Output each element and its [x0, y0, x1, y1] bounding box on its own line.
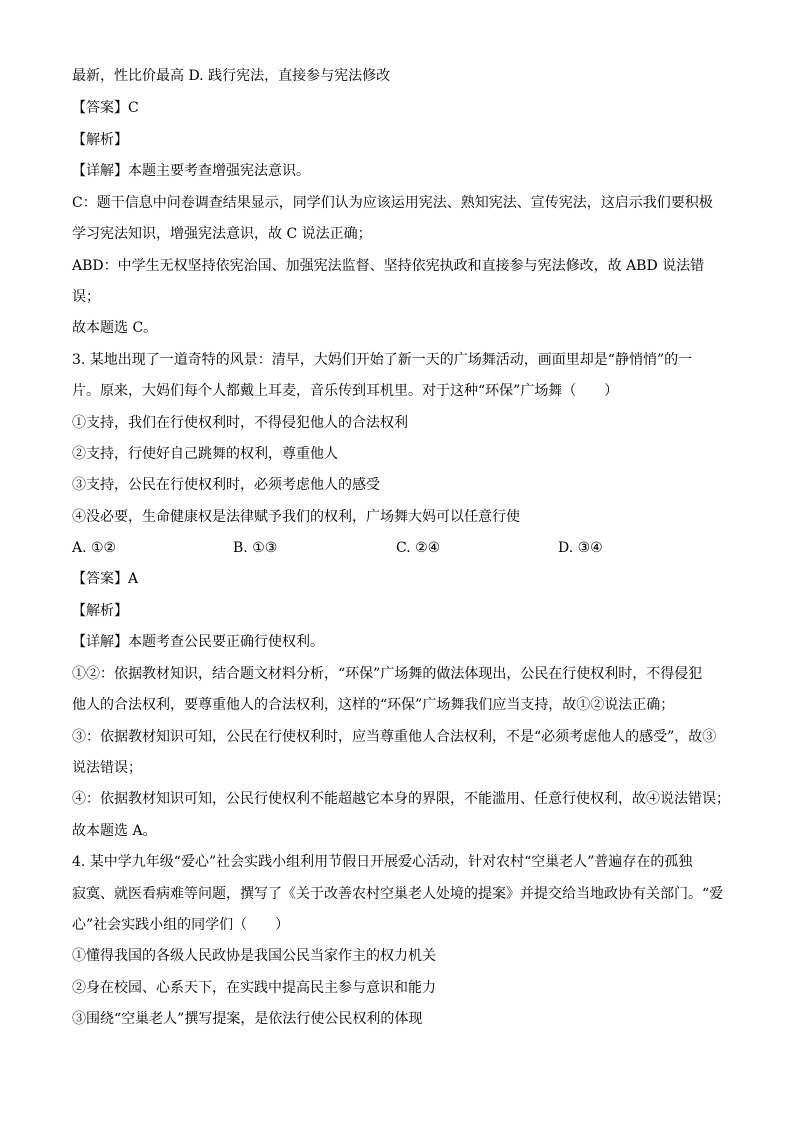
detail-line: 【详解】本题主要考查增强宪法意识。 [72, 163, 310, 179]
text-line: C：题干信息中问卷调查结果显示，同学们认为应该运用宪法、熟知宪法、宣传宪法，这启示我们要积极 [72, 195, 713, 211]
analysis-heading: 【解析】 [72, 603, 128, 619]
statement-2: ②支持，行使好自己跳舞的权利，尊重他人 [72, 446, 338, 462]
option-d: D. ③④ [558, 540, 603, 556]
statement-1: ①支持，我们在行使权利时，不得侵犯他人的合法权利 [72, 415, 408, 431]
conclusion-line: 故本题选 C。 [72, 320, 158, 336]
statement-2: ②身在校园、心系天下，在实践中提高民主参与意识和能力 [72, 980, 436, 996]
text-line: 学习宪法知识，增强宪法意识，故 C 说法正确； [72, 226, 372, 242]
question-3-stem: 3. 某地出现了一道奇特的风景：清早，大妈们开始了新一天的广场舞活动，画面里却是“静悄悄”的一 [72, 352, 693, 368]
detail-line: 【详解】本题考查公民要正确行使权利。 [72, 634, 324, 650]
conclusion-line: 故本题选 A。 [72, 823, 157, 839]
text-line: 误； [72, 289, 100, 305]
statement-1: ①懂得我国的各级人民政协是我国公民当家作主的权力机关 [72, 948, 436, 964]
text-line: 他人的合法权利，要尊重他人的合法权利，这样的“环保”广场舞我们应当支持，故①②说法正确； [72, 697, 675, 713]
option-a: A. ①② [72, 540, 117, 556]
answer-line: 【答案】A [72, 571, 139, 587]
text-line: ④：依据教材知识可知，公民行使权利不能超越它本身的界限，不能滥用、任意行使权利，故④说法错误； [72, 791, 730, 807]
question-4-stem: 心”社会实践小组的同学们（ ） [72, 917, 290, 933]
question-4-stem: 寂寞、就医看病难等问题，撰写了《关于改善农村空巢老人处境的提案》并提交给当地政协有关部门。“爱 [72, 886, 724, 902]
statement-3: ③支持，公民在行使权利时，必须考虑他人的感受 [72, 477, 380, 493]
answer-line: 【答案】C [72, 100, 139, 116]
option-c: C. ②④ [396, 540, 441, 556]
statement-4: ④没必要，生命健康权是法律赋予我们的权利，广场舞大妈可以任意行使 [72, 509, 520, 525]
text-line: ①②：依据教材知识，结合题文材料分析，“环保”广场舞的做法体现出，公民在行使权利时，不得侵犯 [72, 666, 703, 682]
text-line: ③：依据教材知识可知，公民在行使权利时，应当尊重他人合法权利，不是“必须考虑他人的感受”，故③ [72, 729, 717, 745]
question-4-stem: 4. 某中学九年级“爱心”社会实践小组利用节假日开展爱心活动，针对农村“空巢老人”普遍存在的孤独 [72, 854, 693, 870]
text-line: ABD：中学生无权坚持依宪治国、加强宪法监督、坚持依宪执政和直接参与宪法修改，故 ABD 说法错 [72, 258, 705, 274]
question-3-stem: 片。原来，大妈们每个人都戴上耳麦，音乐传到耳机里。对于这种“环保”广场舞（ ） [72, 383, 619, 399]
text-line: 说法错误； [72, 760, 142, 776]
analysis-heading: 【解析】 [72, 132, 128, 148]
text-line: 最新，性比价最高 D. 践行宪法，直接参与宪法修改 [72, 68, 391, 84]
statement-3: ③围绕“空巢老人”撰写提案，是依法行使公民权利的体现 [72, 1011, 423, 1027]
option-b: B. ①③ [233, 540, 278, 556]
